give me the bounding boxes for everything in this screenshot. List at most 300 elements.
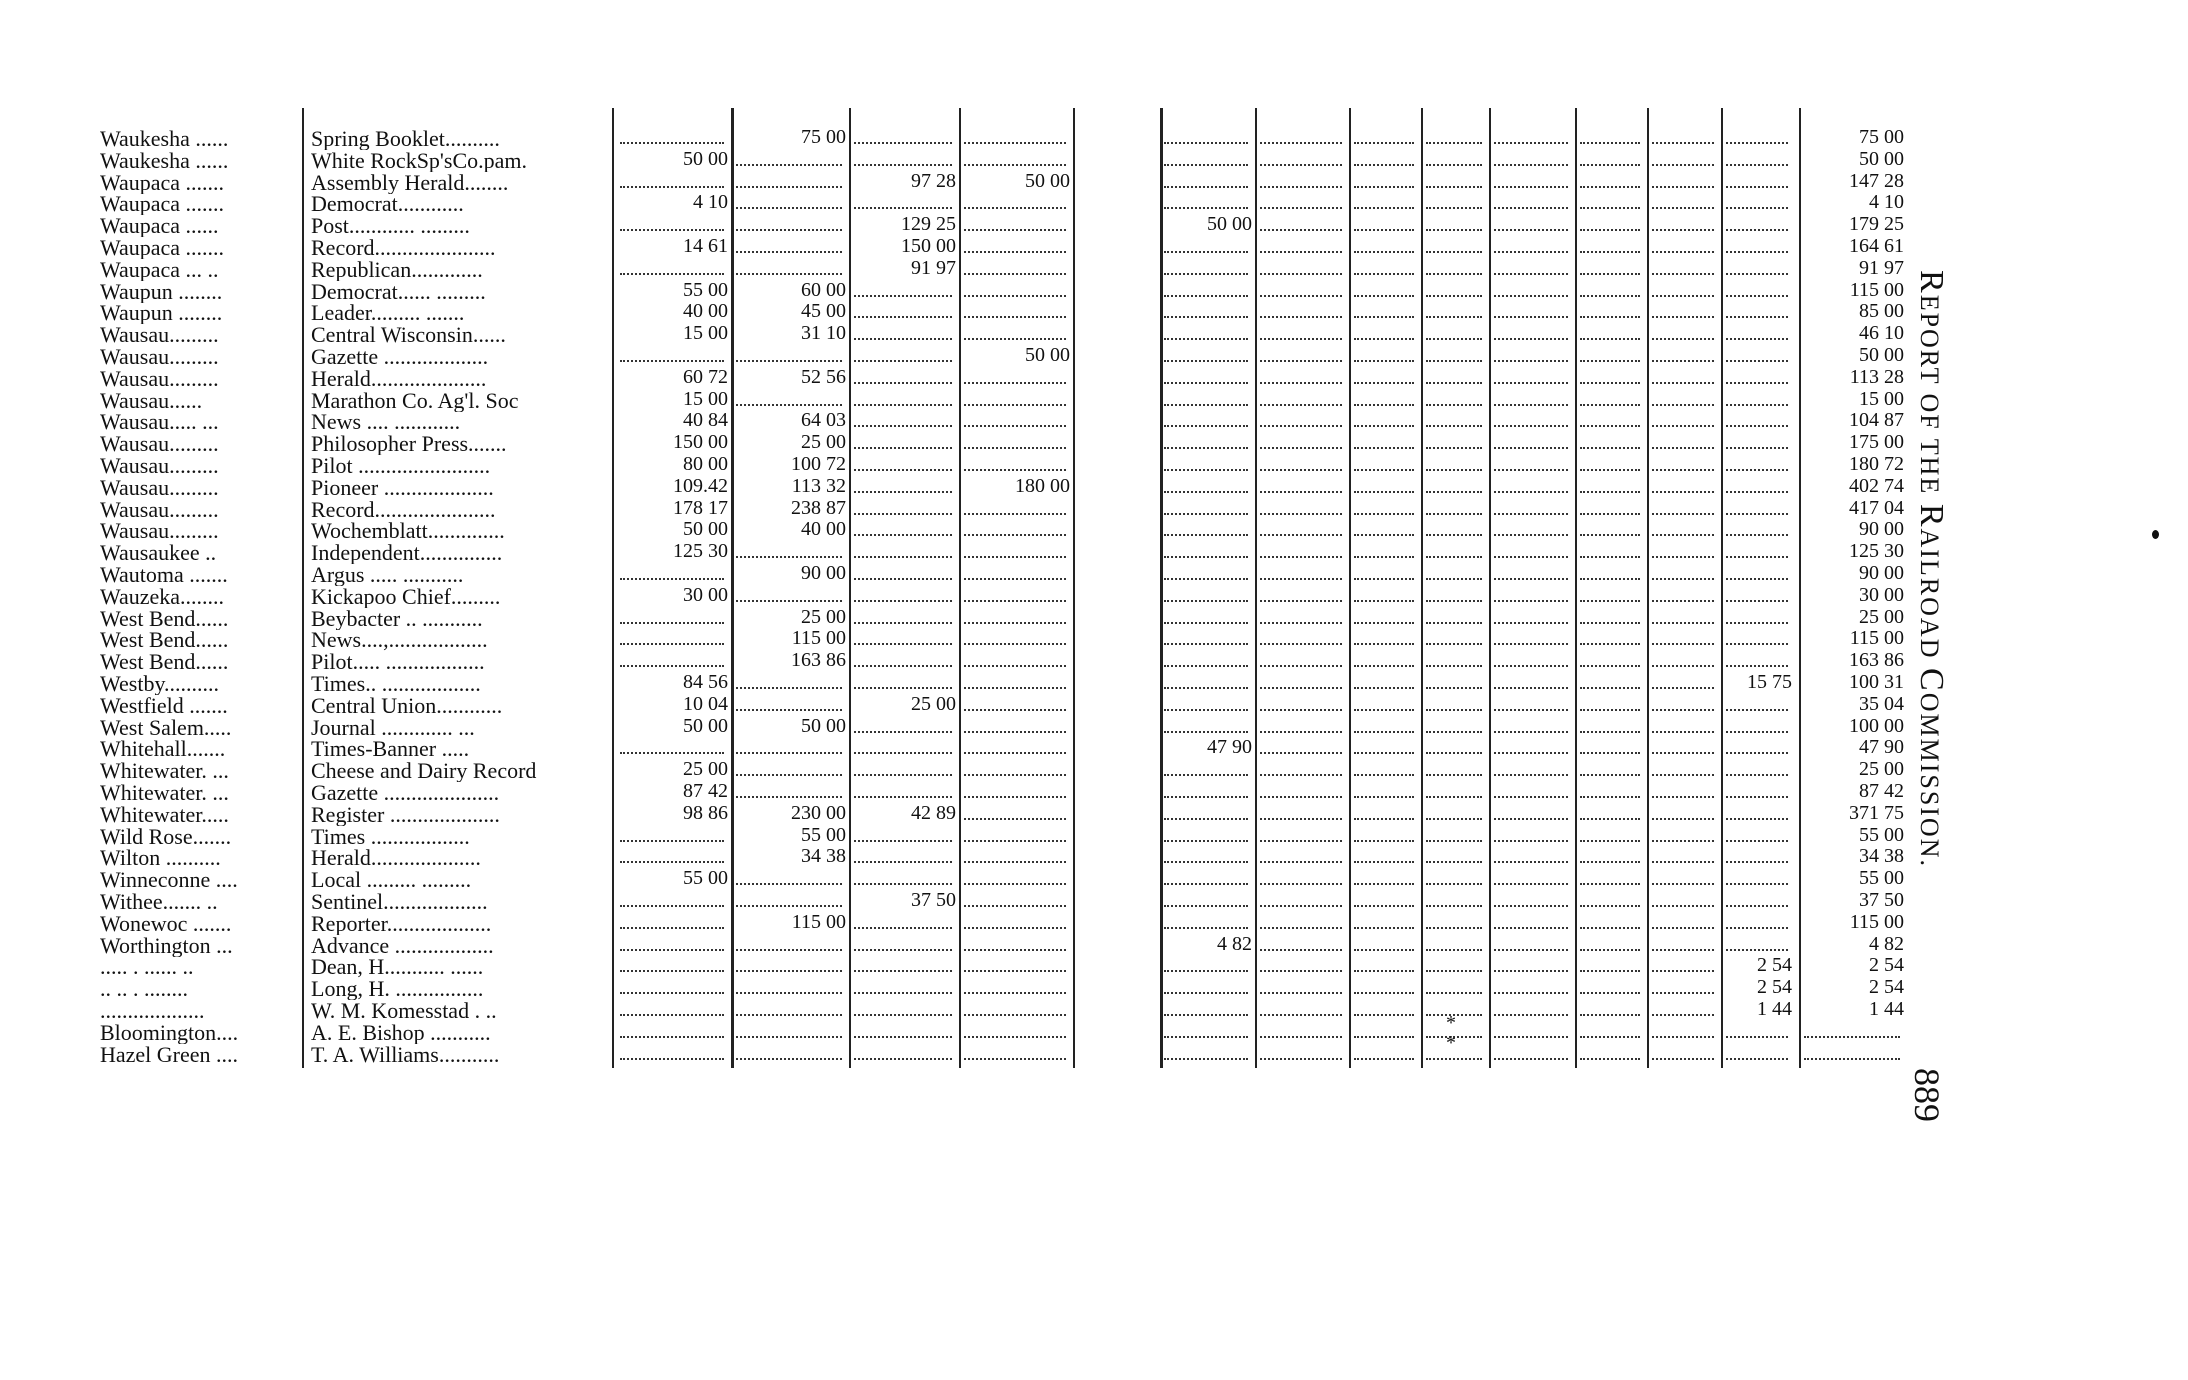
dot-leader [1164,643,1248,645]
total-amount: 46 10 [1859,322,1904,344]
dot-leader [1426,186,1482,188]
amount-cell: 15 00 [683,322,728,344]
dot-leader [736,796,842,798]
total-amount: 50 00 [1859,344,1904,366]
dot-leader [1726,578,1788,580]
dot-leader [1494,1058,1568,1060]
dot-leader [1652,622,1714,624]
publication-name: Argus ..... ........... [311,564,464,586]
dot-leader [964,796,1066,798]
dot-leader [1260,186,1342,188]
dot-leader [1426,447,1482,449]
dot-leader [1494,970,1568,972]
publication-name: T. A. Williams........... [311,1044,500,1066]
dot-leader [1260,861,1342,863]
total-amount: 90 00 [1859,518,1904,540]
dot-leader [1580,382,1640,384]
dot-leader [964,251,1066,253]
column-rule [1647,108,1649,1068]
town-name: ..... . ...... .. [100,956,194,978]
dot-leader [736,251,842,253]
dot-leader [964,164,1066,166]
dot-leader [1580,1036,1640,1038]
total-amount: 55 00 [1859,867,1904,889]
dot-leader [1260,556,1342,558]
dot-leader [620,578,724,580]
dot-leader [854,207,952,209]
dot-leader [736,1058,842,1060]
dot-leader [1354,425,1414,427]
dot-leader [1354,513,1414,515]
dot-leader [1164,687,1248,689]
publication-name: Register .................... [311,804,500,826]
dot-leader [736,229,842,231]
dot-leader [1580,796,1640,798]
column-rule [1721,108,1723,1068]
dot-leader [1494,295,1568,297]
total-amount: 417 04 [1849,497,1904,519]
dot-leader [1494,622,1568,624]
dot-leader [1354,774,1414,776]
dot-leader [1580,622,1640,624]
publication-name: Democrat...... ......... [311,281,486,303]
dot-leader [1726,382,1788,384]
dot-leader [1426,491,1482,493]
town-name: West Bend...... [100,629,229,651]
dot-leader [620,622,724,624]
dot-leader [1164,360,1248,362]
total-amount: 125 30 [1849,540,1904,562]
dot-leader [620,1058,724,1060]
dot-leader [1164,600,1248,602]
amount-cell: 4 82 [1217,933,1252,955]
dot-leader [1164,883,1248,885]
dot-leader [1260,731,1342,733]
amount-cell: 14 61 [683,235,728,257]
dot-leader [964,1014,1066,1016]
dot-leader [620,1036,724,1038]
dot-leader [1652,774,1714,776]
dot-leader [1726,164,1788,166]
town-name: Bloomington.... [100,1022,239,1044]
town-name: ................... [100,1000,205,1022]
amount-cell: 129 25 [901,213,956,235]
column-rule [302,108,304,1068]
publication-name: Gazette ..................... [311,782,500,804]
dot-leader [1260,513,1342,515]
dot-leader [1426,164,1482,166]
total-amount: 75 00 [1859,126,1904,148]
publication-name: Central Wisconsin...... [311,324,506,346]
dot-leader [1494,142,1568,144]
dot-leader [1580,491,1640,493]
column-rule [1160,108,1163,1068]
total-amount: 179 25 [1849,213,1904,235]
town-name: Wausau......... [100,346,219,368]
publication-name: News .... ............ [311,411,461,433]
dot-leader [1426,600,1482,602]
dot-leader [1726,840,1788,842]
dot-leader [1494,861,1568,863]
dot-leader [1354,840,1414,842]
amount-cell: 55 00 [801,824,846,846]
publication-name: Times .................. [311,826,470,848]
amount-cell: 50 00 [683,148,728,170]
town-name: .. .. . ........ [100,978,188,1000]
dot-leader [1164,818,1248,820]
dot-leader [1494,949,1568,951]
dot-leader [854,469,952,471]
dot-leader [1354,905,1414,907]
dot-leader [1494,491,1568,493]
dot-leader [1652,338,1714,340]
dot-leader [1164,469,1248,471]
dot-leader [1726,338,1788,340]
dot-leader [736,186,842,188]
dot-leader [854,861,952,863]
dot-leader [1494,818,1568,820]
town-name: Wausau......... [100,520,219,542]
dot-leader [620,229,724,231]
amount-cell: 87 42 [683,780,728,802]
print-speck [2152,530,2159,539]
dot-leader [1260,142,1342,144]
total-amount: 180 72 [1849,453,1904,475]
dot-leader [1426,273,1482,275]
dot-leader [1354,556,1414,558]
dot-leader [620,840,724,842]
dot-leader [1354,970,1414,972]
publication-name: Post............ ......... [311,215,470,237]
dot-leader [964,295,1066,297]
dot-leader [964,1036,1066,1038]
dot-leader [1726,404,1788,406]
dot-leader [1580,295,1640,297]
dot-leader [1580,534,1640,536]
dot-leader [1494,316,1568,318]
dot-leader [1580,752,1640,754]
town-name: Wild Rose....... [100,826,232,848]
dot-leader [854,382,952,384]
dot-leader [1652,404,1714,406]
dot-leader [964,207,1066,209]
publication-name: Herald..................... [311,368,487,390]
dot-leader [964,665,1066,667]
dot-leader [1494,752,1568,754]
dot-leader [1580,731,1640,733]
dot-leader [620,360,724,362]
dot-leader [1726,360,1788,362]
dot-leader [1260,338,1342,340]
dot-leader [1580,665,1640,667]
dot-leader [1354,229,1414,231]
dot-leader [1580,643,1640,645]
town-name: Waupun ........ [100,302,223,324]
dot-leader [1164,316,1248,318]
dot-leader [1726,425,1788,427]
dot-leader [736,992,842,994]
dot-leader [1260,447,1342,449]
amount-cell: 45 00 [801,300,846,322]
dot-leader [736,970,842,972]
total-amount: 34 38 [1859,845,1904,867]
amount-cell: 80 00 [683,453,728,475]
dot-leader [1580,1014,1640,1016]
total-amount: 147 28 [1849,170,1904,192]
dot-leader [1494,665,1568,667]
dot-leader [1580,404,1640,406]
dot-leader [1494,338,1568,340]
dot-leader [1426,883,1482,885]
dot-leader [1354,1036,1414,1038]
dot-leader [1426,927,1482,929]
dot-leader [1726,469,1788,471]
dot-leader [1354,404,1414,406]
dot-leader [1164,731,1248,733]
running-title: REPORT OF THE RAILROAD COMMISSION. [1913,270,1950,868]
amount-cell: 40 00 [801,518,846,540]
dot-leader [854,774,952,776]
dot-leader [620,752,724,754]
dot-leader [620,861,724,863]
dot-leader [964,643,1066,645]
dot-leader [1652,513,1714,515]
publication-name: Times-Banner ..... [311,738,470,760]
dot-leader [1354,207,1414,209]
town-name: Whitewater. ... [100,760,229,782]
dot-leader [620,665,724,667]
dot-leader [1354,142,1414,144]
dot-leader [1726,1036,1788,1038]
dot-leader [854,622,952,624]
dot-leader [1580,905,1640,907]
dot-leader [854,404,952,406]
dot-leader [1426,992,1482,994]
town-name: Waukesha ...... [100,150,229,172]
dot-leader [1354,469,1414,471]
dot-leader [964,556,1066,558]
total-amount: 37 50 [1859,889,1904,911]
dot-leader [1260,491,1342,493]
dot-leader [964,992,1066,994]
dot-leader [1164,1014,1248,1016]
dot-leader [854,1058,952,1060]
dot-leader [854,360,952,362]
dot-leader [1260,927,1342,929]
publication-name: Republican............. [311,259,483,281]
dot-leader [1580,927,1640,929]
dot-leader [1260,949,1342,951]
dot-leader [1652,665,1714,667]
dot-leader [620,970,724,972]
dot-leader [1494,643,1568,645]
dot-leader [964,229,1066,231]
dot-leader [854,731,952,733]
dot-leader [1580,229,1640,231]
dot-leader [1260,643,1342,645]
dot-leader [1354,883,1414,885]
dot-leader [964,927,1066,929]
town-name: Waupaca ....... [100,193,225,215]
dot-leader [964,338,1066,340]
column-rule [1489,108,1491,1068]
dot-leader [1354,600,1414,602]
amount-cell: 150 00 [673,431,728,453]
dot-leader [1426,905,1482,907]
dot-leader [1164,164,1248,166]
dot-leader [964,382,1066,384]
dot-leader [1494,600,1568,602]
dot-leader [854,643,952,645]
dot-leader [1580,447,1640,449]
dot-leader [1652,1014,1714,1016]
dot-leader [736,883,842,885]
total-amount: 87 42 [1859,780,1904,802]
publication-name: Marathon Co. Ag'l. Soc [311,390,519,412]
publication-name: Assembly Herald........ [311,172,509,194]
dot-leader [1726,600,1788,602]
dot-leader [1426,709,1482,711]
dot-leader [1354,665,1414,667]
dot-leader [854,513,952,515]
dot-leader [1652,970,1714,972]
dot-leader [1494,687,1568,689]
dot-leader [964,600,1066,602]
dot-leader [1652,861,1714,863]
dot-leader [1354,949,1414,951]
dot-leader [1726,818,1788,820]
dot-leader [736,600,842,602]
dot-leader [736,687,842,689]
town-name: Waupaca ....... [100,172,225,194]
dot-leader [1164,273,1248,275]
publication-name: Record...................... [311,237,496,259]
dot-leader [854,142,952,144]
dot-leader [1354,447,1414,449]
amount-cell: 98 86 [683,802,728,824]
dot-leader [1726,186,1788,188]
dot-leader [1580,556,1640,558]
total-amount: 164 61 [1849,235,1904,257]
column-rule [1255,108,1257,1068]
dot-leader [1726,556,1788,558]
dot-leader [1260,425,1342,427]
dot-leader [1494,992,1568,994]
town-name: Whitehall....... [100,738,226,760]
dot-leader [964,425,1066,427]
column-rule [612,108,614,1068]
town-name: Whitewater..... [100,804,229,826]
dot-leader [854,491,952,493]
dot-leader [1164,404,1248,406]
dot-leader [1426,425,1482,427]
dot-leader [1580,970,1640,972]
dot-leader [1354,796,1414,798]
dot-leader [854,927,952,929]
dot-leader [736,164,842,166]
publication-name: Long, H. ................ [311,978,484,1000]
dot-leader [1260,709,1342,711]
amount-cell: 50 00 [1025,344,1070,366]
dot-leader [1164,447,1248,449]
dot-leader [1260,774,1342,776]
publication-name: Local ......... ......... [311,869,472,891]
dot-leader [1726,709,1788,711]
publication-name: Spring Booklet.......... [311,128,500,150]
dot-leader [1426,752,1482,754]
amount-cell: 15 00 [683,388,728,410]
dot-leader [964,404,1066,406]
dot-leader [1494,513,1568,515]
dot-leader [1164,578,1248,580]
amount-cell: 60 72 [683,366,728,388]
dot-leader [1426,578,1482,580]
dot-leader [1652,992,1714,994]
dot-leader [1164,774,1248,776]
dot-leader [854,970,952,972]
dot-leader [1164,425,1248,427]
dot-leader [1354,818,1414,820]
publication-name: Pilot..... .................. [311,651,485,673]
dot-leader [736,949,842,951]
dot-leader [1652,556,1714,558]
dot-leader [1580,774,1640,776]
dot-leader [1354,534,1414,536]
dot-leader [1494,207,1568,209]
dot-leader [1580,186,1640,188]
dot-leader [1494,534,1568,536]
dot-leader [1652,316,1714,318]
dot-leader [620,186,724,188]
dot-leader [854,534,952,536]
dot-leader [964,469,1066,471]
amount-cell: 37 50 [911,889,956,911]
column-rule [1073,108,1075,1068]
amount-cell: 50 00 [801,715,846,737]
amount-cell: 64 03 [801,409,846,431]
dot-leader [1652,643,1714,645]
dot-leader [854,796,952,798]
dot-leader [1726,229,1788,231]
dot-leader [1354,622,1414,624]
dot-leader [1652,207,1714,209]
dot-leader [854,425,952,427]
town-name: Wausau......... [100,324,219,346]
dot-leader [1354,316,1414,318]
publication-name: Independent............... [311,542,503,564]
dot-leader [964,949,1066,951]
amount-cell: 50 00 [1207,213,1252,235]
dot-leader [1726,927,1788,929]
dot-leader [1804,1058,1900,1060]
dot-leader [1354,491,1414,493]
dot-leader [1580,861,1640,863]
dot-leader [854,687,952,689]
publication-name: W. M. Komesstad . .. [311,1000,497,1022]
dot-leader [1164,840,1248,842]
dot-leader [1260,273,1342,275]
dot-leader [1426,251,1482,253]
amount-cell: 30 00 [683,584,728,606]
dot-leader [1652,840,1714,842]
dot-leader [1494,1036,1568,1038]
publication-name: Pioneer .................... [311,477,494,499]
dot-leader [1426,731,1482,733]
dot-leader [854,1036,952,1038]
town-name: Waupaca ....... [100,237,225,259]
amount-cell: 55 00 [683,867,728,889]
dot-leader [1426,665,1482,667]
